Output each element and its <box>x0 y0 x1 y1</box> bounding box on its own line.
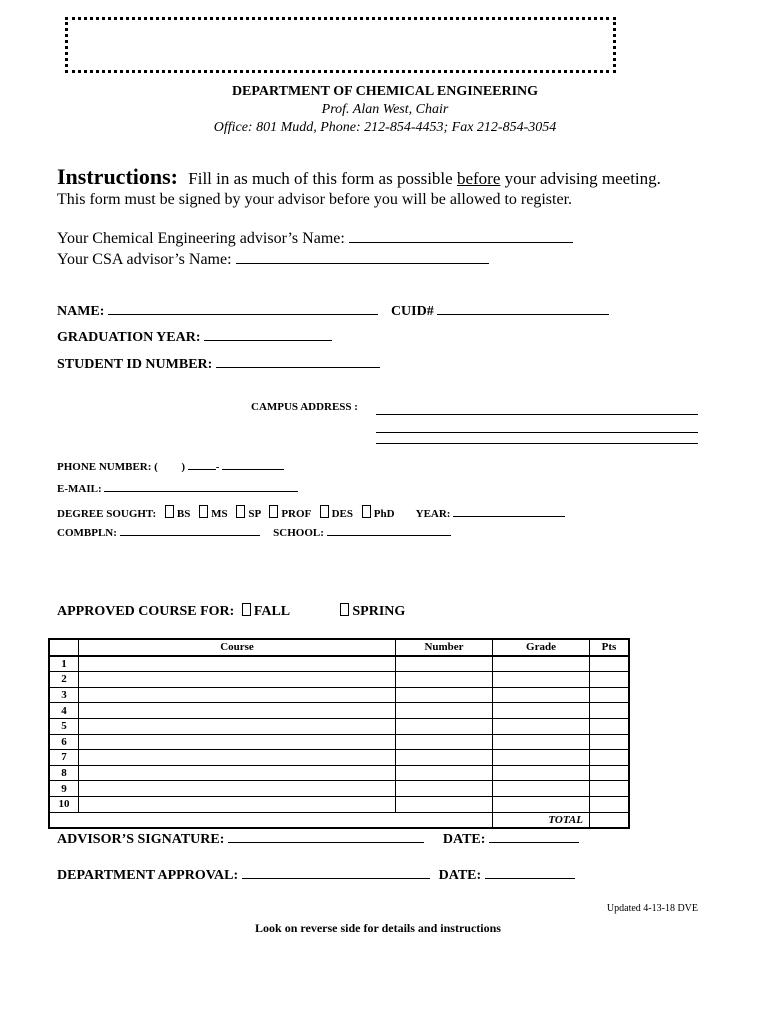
table-row <box>49 687 629 703</box>
advisor-date-field[interactable] <box>489 842 579 843</box>
degree-ms: MS <box>211 508 228 520</box>
table-row <box>49 796 629 812</box>
grad-year-field[interactable] <box>204 340 332 341</box>
row-number: 9 <box>49 781 79 797</box>
checkbox-sp[interactable] <box>236 505 245 518</box>
course-cell[interactable] <box>79 703 396 719</box>
instructions-heading: Instructions: <box>57 164 179 189</box>
school-field[interactable] <box>327 535 451 536</box>
number-cell[interactable] <box>396 781 493 797</box>
degree-des: DES <box>331 508 354 520</box>
header-grade: Grade <box>493 639 590 656</box>
instructions-line-2: This form must be signed by your advisor before you will be allowed to register. <box>57 191 573 208</box>
total-row <box>49 812 629 828</box>
checkbox-phd[interactable] <box>362 505 371 518</box>
empty-cell <box>49 812 79 828</box>
number-cell[interactable] <box>396 672 493 688</box>
header-placeholder-box <box>65 17 616 73</box>
row-number: 8 <box>49 765 79 781</box>
department-date-label: DATE: <box>438 868 482 883</box>
grade-cell[interactable] <box>493 781 590 797</box>
pts-cell[interactable] <box>590 765 630 781</box>
row-number: 6 <box>49 734 79 750</box>
advisor-date-label: DATE: <box>442 832 486 847</box>
chem-advisor-field[interactable] <box>349 242 573 243</box>
name-row <box>57 304 609 320</box>
number-cell[interactable] <box>396 734 493 750</box>
row-number: 4 <box>49 703 79 719</box>
total-pts-cell[interactable] <box>590 812 630 828</box>
chem-advisor-label: Your Chemical Engineering advisor’s Name: <box>57 230 345 247</box>
office-line: Office: 801 Mudd, Phone: 212-854-4453; Fax 212-854-3054 <box>213 120 557 135</box>
table-row <box>49 781 629 797</box>
name-label: NAME: <box>57 304 105 319</box>
instructions-before: before <box>456 169 501 188</box>
pts-cell[interactable] <box>590 687 630 703</box>
row-number: 3 <box>49 687 79 703</box>
degree-phd: PhD <box>373 508 395 520</box>
approved-course-label: APPROVED COURSE FOR: <box>57 604 235 619</box>
email-row <box>57 483 298 495</box>
number-cell[interactable] <box>396 656 493 672</box>
campus-address-line-1[interactable] <box>376 401 698 415</box>
row-number: 1 <box>49 656 79 672</box>
row-number: 5 <box>49 718 79 734</box>
department-approval-field[interactable] <box>242 878 430 879</box>
phone-line-field[interactable] <box>222 469 284 470</box>
checkbox-ms[interactable] <box>199 505 208 518</box>
student-id-label: STUDENT ID NUMBER: <box>57 357 213 372</box>
checkbox-bs[interactable] <box>165 505 174 518</box>
email-field[interactable] <box>104 491 298 492</box>
table-row <box>49 672 629 688</box>
approved-course-row <box>57 603 405 620</box>
header-number: Number <box>396 639 493 656</box>
phone-close-paren: ) <box>181 461 185 473</box>
phone-row <box>57 461 284 473</box>
row-number: 2 <box>49 672 79 688</box>
course-cell[interactable] <box>79 718 396 734</box>
table-row <box>49 765 629 781</box>
grad-label: GRADUATION YEAR: <box>57 330 201 345</box>
advisor-signature-label: ADVISOR’S SIGNATURE: <box>57 832 225 847</box>
combpln-label: COMBPLN: <box>57 527 117 539</box>
phone-prefix-field[interactable] <box>188 469 216 470</box>
empty-cell <box>79 812 396 828</box>
course-cell[interactable] <box>79 734 396 750</box>
name-field[interactable] <box>108 314 378 315</box>
grade-cell[interactable] <box>493 703 590 719</box>
empty-cell <box>396 812 493 828</box>
checkbox-fall[interactable] <box>242 603 251 616</box>
table-row <box>49 734 629 750</box>
course-cell[interactable] <box>79 765 396 781</box>
department-approval-label: DEPARTMENT APPROVAL: <box>57 868 239 883</box>
grade-cell[interactable] <box>493 796 590 812</box>
pts-cell[interactable] <box>590 734 630 750</box>
phone-dash: - <box>215 461 220 473</box>
grade-cell[interactable] <box>493 765 590 781</box>
course-table <box>48 638 630 829</box>
table-row <box>49 750 629 766</box>
checkbox-spring[interactable] <box>340 603 349 616</box>
spring-label: SPRING <box>352 604 406 619</box>
course-table-header <box>49 639 629 656</box>
number-cell[interactable] <box>396 750 493 766</box>
pts-cell[interactable] <box>590 672 630 688</box>
campus-address-line-3[interactable] <box>376 430 698 444</box>
degree-label: DEGREE SOUGHT: <box>57 508 157 520</box>
course-cell[interactable] <box>79 796 396 812</box>
student-id-field[interactable] <box>216 367 380 368</box>
department-date-field[interactable] <box>485 878 575 879</box>
pts-cell[interactable] <box>590 703 630 719</box>
header-pts: Pts <box>590 639 630 656</box>
total-label: TOTAL <box>493 812 590 828</box>
table-row <box>49 703 629 719</box>
pts-cell[interactable] <box>590 656 630 672</box>
number-cell[interactable] <box>396 796 493 812</box>
header-course: Course <box>79 639 396 656</box>
number-cell[interactable] <box>396 687 493 703</box>
pts-cell[interactable] <box>590 750 630 766</box>
fall-label: FALL <box>253 604 290 619</box>
pts-cell[interactable] <box>590 796 630 812</box>
email-label: E-MAIL: <box>57 483 102 495</box>
row-number: 10 <box>49 796 79 812</box>
student-id-row <box>57 357 380 373</box>
instructions-text-pre: Fill in as much of this form as possible <box>188 169 457 188</box>
department-approval-row <box>57 868 575 884</box>
department-title: DEPARTMENT OF CHEMICAL ENGINEERING <box>231 84 539 99</box>
year-label: YEAR: <box>415 508 451 520</box>
course-cell[interactable] <box>79 750 396 766</box>
course-cell[interactable] <box>79 656 396 672</box>
grade-cell[interactable] <box>493 656 590 672</box>
grade-cell[interactable] <box>493 734 590 750</box>
course-cell[interactable] <box>79 687 396 703</box>
campus-address-label: CAMPUS ADDRESS : <box>251 401 358 413</box>
csa-advisor-label: Your CSA advisor’s Name: <box>57 251 232 268</box>
combpln-row <box>57 527 451 539</box>
grade-cell[interactable] <box>493 718 590 734</box>
course-cell[interactable] <box>79 781 396 797</box>
degree-prof: PROF <box>281 508 311 520</box>
degree-bs: BS <box>176 508 191 520</box>
advisor-signature-field[interactable] <box>228 842 424 843</box>
checkbox-des[interactable] <box>320 505 329 518</box>
pts-cell[interactable] <box>590 718 630 734</box>
csa-advisor-field[interactable] <box>236 263 489 264</box>
updated-note: Updated 4-13-18 DVE <box>606 903 698 914</box>
number-cell[interactable] <box>396 703 493 719</box>
table-row <box>49 718 629 734</box>
row-number: 7 <box>49 750 79 766</box>
cuid-field[interactable] <box>437 314 609 315</box>
header-index <box>49 639 79 656</box>
school-label: SCHOOL: <box>273 527 324 539</box>
cuid-label: CUID# <box>390 304 434 319</box>
chair-line: Prof. Alan West, Chair <box>321 102 449 117</box>
grad-row <box>57 330 332 346</box>
degree-sp: SP <box>248 508 261 520</box>
reverse-side-note: Look on reverse side for details and instructions <box>255 921 501 935</box>
table-row <box>49 656 629 672</box>
year-field[interactable] <box>453 516 565 517</box>
instructions-line-1 <box>57 164 661 190</box>
instructions-text-post: your advising meeting. <box>500 169 661 188</box>
phone-label: PHONE NUMBER: ( <box>57 461 158 473</box>
number-cell[interactable] <box>396 765 493 781</box>
pts-cell[interactable] <box>590 781 630 797</box>
csa-advisor-row <box>57 251 489 269</box>
combpln-field[interactable] <box>120 535 260 536</box>
course-cell[interactable] <box>79 672 396 688</box>
grade-cell[interactable] <box>493 687 590 703</box>
number-cell[interactable] <box>396 718 493 734</box>
grade-cell[interactable] <box>493 750 590 766</box>
grade-cell[interactable] <box>493 672 590 688</box>
degree-row <box>57 505 565 520</box>
checkbox-prof[interactable] <box>269 505 278 518</box>
chem-advisor-row <box>57 230 573 248</box>
advisor-signature-row <box>57 832 579 848</box>
